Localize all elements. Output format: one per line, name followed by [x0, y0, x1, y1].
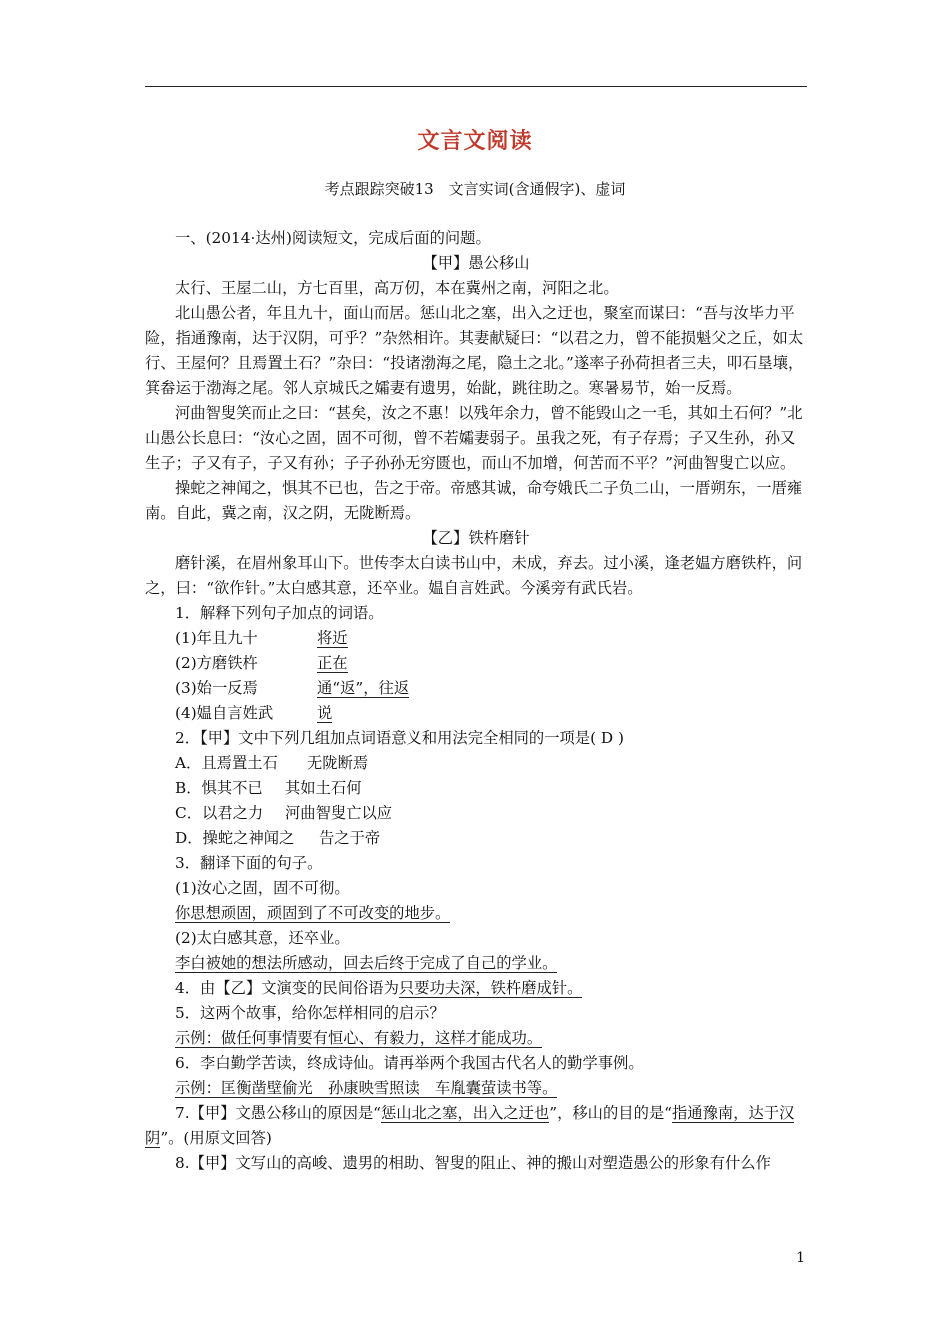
option-left: A．且焉置土石 [175, 754, 278, 772]
passage-b-paragraph: 磨针溪，在眉州象耳山下。世传李太白读书山中，未成，弃去。过小溪，逢老媪方磨铁杵，问之，曰：“欲作针。”太白感其意，还卒业。媪自言姓武。今溪旁有武氏岩。 [145, 554, 803, 597]
question-3-answer [145, 951, 807, 976]
question-3-stem: 3．翻译下面的句子。 [175, 854, 323, 872]
question-1-item [145, 701, 807, 726]
option-right: 其如土石何 [285, 779, 362, 797]
item-answer: 说 [317, 704, 333, 722]
answer-text: 示例：做任何事情要有恒心、有毅力，这样才能成功。 [175, 1029, 543, 1047]
question-2-option [145, 751, 807, 776]
question-8-stem: 8.【甲】文写山的高峻、遗男的相助、智叟的阻止、神的搬山对塑造愚公的形象有什么作 [175, 1154, 771, 1172]
question-1-item [145, 626, 807, 651]
question-7-prefix: 7.【甲】文愚公移山的原因是“ [175, 1104, 381, 1122]
question-3-sentence: (2)太白感其意，还卒业。 [175, 929, 350, 947]
question-1-item [145, 676, 807, 701]
option-right: 河曲智叟亡以应 [285, 804, 393, 822]
question-7-suffix: ”。(用原文回答) [160, 1129, 272, 1147]
passage-a-heading: 【甲】愚公移山 [422, 254, 530, 272]
question-7-answer-1: 惩山北之塞，出入之迂也 [380, 1104, 550, 1122]
page-number: 1 [796, 1250, 805, 1266]
question-4 [145, 976, 807, 1001]
item-phrase: (3)始一反焉 [175, 679, 258, 697]
item-phrase: (4)媪自言姓武 [175, 704, 274, 722]
answer-text: 示例：匡衡凿壁偷光 孙康映雪照读 车胤囊萤读书等。 [175, 1079, 558, 1097]
option-right: 告之于帝 [319, 829, 381, 847]
question-7 [145, 1101, 807, 1151]
question-2-option [145, 801, 807, 826]
passage-a-paragraph: 河曲智叟笑而止之曰：“甚矣，汝之不惠！以残年余力，曾不能毁山之一毛，其如土石何？”北山愚公长息曰：“汝心之固，固不可彻，曾不若孀妻弱子。虽我之死，有子存焉；子又生孙，孙又生子；子又有子，子又有孙；子子孙孙无穷匮也，而山不加增，何苦而不平？”河曲智叟亡以应。 [145, 404, 803, 472]
answer-text: 你思想顽固，顽固到了不可改变的地步。 [175, 904, 451, 922]
question-2-stem: 2．【甲】文中下列几组加点词语意义和用法完全相同的一项是( D ) [175, 729, 625, 747]
question-5-answer [145, 1026, 807, 1051]
passage-a-paragraph: 太行、王屋二山，方七百里，高万仞，本在冀州之南，河阳之北。 [175, 279, 619, 297]
option-left: D．操蛇之神闻之 [175, 829, 295, 847]
answer-text: 李白被她的想法所感动，回去后终于完成了自己的学业。 [175, 954, 558, 972]
question-4-prefix: 4．由【乙】文演变的民间俗语为 [175, 979, 399, 997]
question-7-answer-2: 指通豫南，达于汉阴 [145, 1104, 795, 1147]
question-6-stem: 6．李白勤学苦读，终成诗仙。请再举两个我国古代名人的勤学事例。 [175, 1054, 644, 1072]
question-4-answer: 只要功夫深，铁杵磨成针。 [398, 979, 583, 997]
page-title: 文言文阅读 [417, 128, 533, 154]
question-2-option [145, 826, 807, 851]
question-1-stem: 1．解释下列句子加点的词语。 [175, 604, 384, 622]
item-phrase: (1)年且九十 [175, 629, 258, 647]
item-answer: 通“返”，往返 [317, 679, 410, 697]
passage-a-paragraph: 北山愚公者，年且九十，面山而居。惩山北之塞，出入之迂也，聚室而谋曰：“吾与汝毕力平险，指通豫南，达于汉阴，可乎？”杂然相许。其妻献疑曰：“以君之力，曾不能损魁父之丘，如太行、王屋何？且焉置土石？”杂曰：“投诸渤海之尾，隐土之北。”遂率子孙荷担者三夫，叩石垦壤，箕畚运于渤海之尾。邻人京城氏之孀妻有遗男，始龀，跳往助之。寒暑易节，始一反焉。 [145, 304, 804, 397]
question-1-item [145, 651, 807, 676]
passage-b-heading: 【乙】铁杵磨针 [422, 529, 530, 547]
item-answer: 将近 [317, 629, 348, 647]
page-subtitle: 考点跟踪突破13 文言实词(含通假字)、虚词 [324, 180, 626, 198]
item-phrase: (2)方磨铁杵 [175, 654, 258, 672]
document-body [145, 226, 807, 1176]
option-left: B．惧其不已 [175, 779, 263, 797]
item-answer: 正在 [317, 654, 348, 672]
question-5-stem: 5．这两个故事，给你怎样相同的启示？ [175, 1004, 445, 1022]
question-3-sentence: (1)汝心之固，固不可彻。 [175, 879, 350, 897]
question-7-middle: ”，移山的目的是“ [549, 1104, 672, 1122]
passage-a-paragraph: 操蛇之神闻之，惧其不已也，告之于帝。帝感其诚，命夸娥氏二子负二山，一厝朔东，一厝雍南。自此，冀之南，汉之阴，无陇断焉。 [145, 479, 803, 522]
question-6-answer [145, 1076, 807, 1101]
option-left: C．以君之力 [175, 804, 264, 822]
header-rule [145, 86, 807, 87]
option-right: 无陇断焉 [307, 754, 369, 772]
question-3-answer [145, 901, 807, 926]
question-intro: 一、(2014·达州)阅读短文，完成后面的问题。 [175, 229, 491, 247]
question-2-option [145, 776, 807, 801]
